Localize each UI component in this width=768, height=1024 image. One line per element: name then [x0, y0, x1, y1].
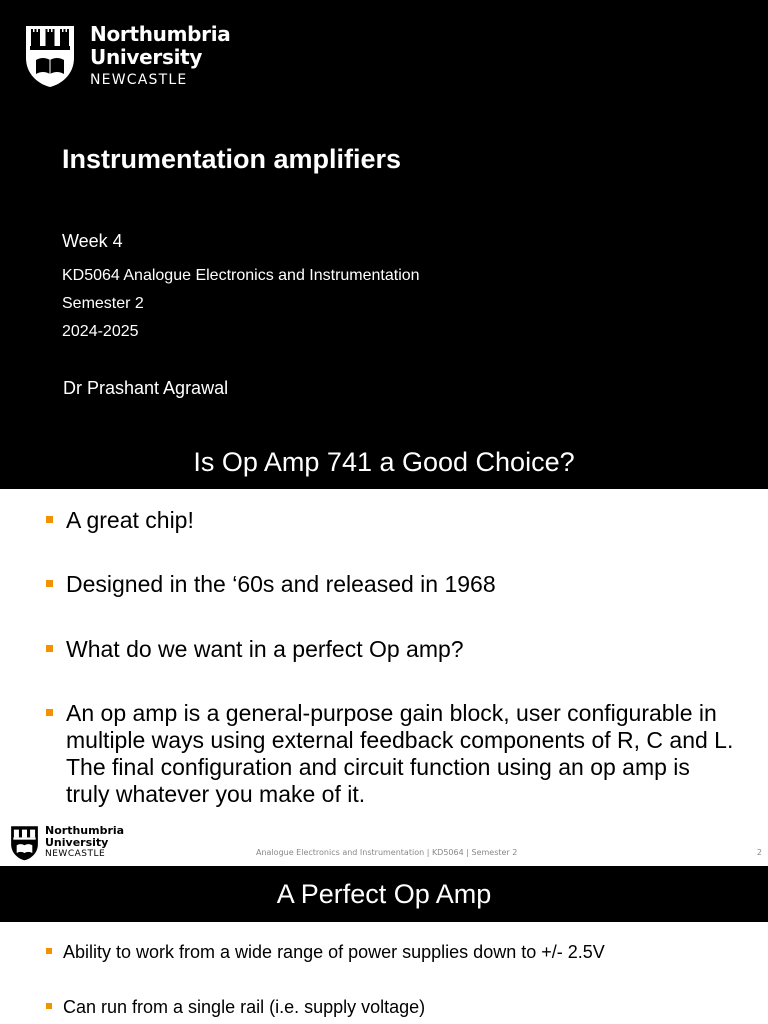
academic-year: 2024-2025 [62, 323, 139, 340]
footer-course-text: Analogue Electronics and Instrumentation | KD5064 | Semester 2 [256, 848, 518, 857]
bullet-item [44, 636, 734, 663]
slide-footer [0, 822, 768, 865]
bullet-text: A great chip! [66, 507, 194, 533]
slide3-title: A Perfect Op Amp [0, 866, 768, 922]
footer-brand-line1: Northumbria [45, 824, 125, 837]
bullet-list [44, 507, 734, 808]
slide2-title: Is Op Amp 741 a Good Choice? [193, 447, 575, 477]
crest-icon [10, 825, 39, 861]
bullet-text: Ability to work from a wide range of power supplies down to +/- 2.5V [63, 942, 605, 962]
brand-name-line2: University [90, 45, 203, 69]
bullet-item [44, 507, 734, 534]
footer-brand-line2: University [45, 836, 109, 849]
title-slide [0, 0, 768, 489]
bullet-text: Can run from a single rail (i.e. supply voltage) [63, 997, 426, 1017]
page-number: 2 [756, 848, 762, 857]
bullet-item [44, 700, 734, 808]
bullet-marker-icon [46, 645, 53, 652]
bullet-marker-icon [46, 580, 53, 587]
slide2-content [0, 489, 768, 865]
semester-label: Semester 2 [62, 295, 144, 312]
bullet-text: What do we want in a perfect Op amp? [66, 636, 464, 662]
university-logo [24, 24, 230, 88]
bullet-text: Designed in the ‘60s and released in 1968 [66, 571, 496, 597]
week-label: Week 4 [62, 231, 123, 251]
bullet-item [44, 942, 744, 963]
bullet-marker-icon [46, 709, 53, 716]
course-name: KD5064 Analogue Electronics and Instrumentation [62, 267, 420, 284]
footer-logo [10, 825, 124, 861]
footer-brand-location: NEWCASTLE [45, 849, 106, 859]
bullet-marker-icon [46, 1003, 52, 1009]
bullet-marker-icon [46, 516, 53, 523]
slide3 [0, 866, 768, 1024]
bullet-item [44, 997, 744, 1018]
crest-icon [24, 24, 76, 88]
presentation-title: Instrumentation amplifiers [62, 144, 402, 174]
brand-name-line1: Northumbria [90, 22, 231, 46]
brand-location: NEWCASTLE [90, 72, 188, 88]
author-name: Dr Prashant Agrawal [63, 378, 229, 398]
bullet-text: An op amp is a general-purpose gain block, user configurable in multiple ways using external feedback components of R, C and L. The final configuration and circuit function using an op amp is truly whatever you make of it. [66, 700, 734, 807]
bullet-item [44, 571, 734, 598]
bullet-marker-icon [46, 948, 52, 954]
bullet-list [44, 942, 744, 1018]
